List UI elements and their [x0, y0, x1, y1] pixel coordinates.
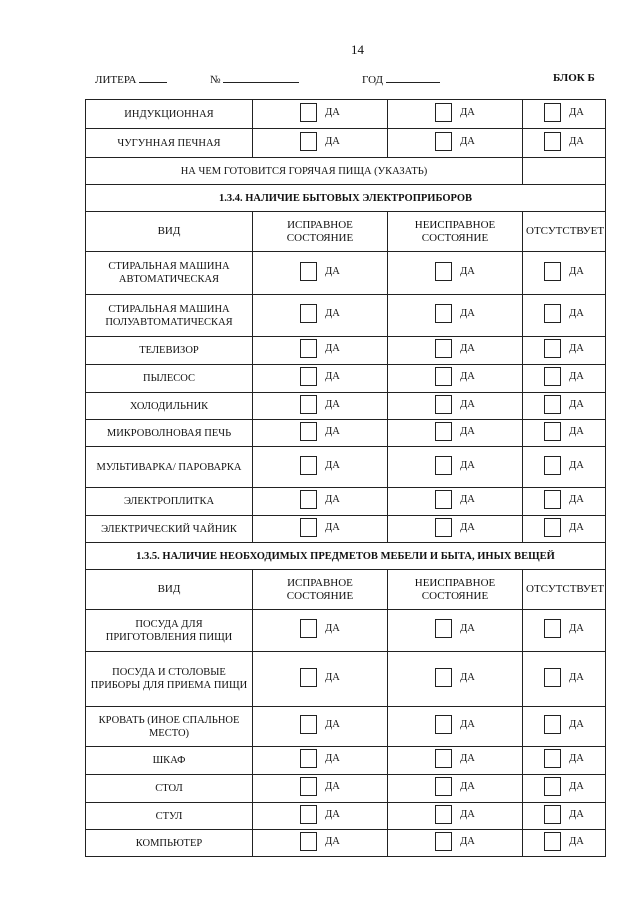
option-yes-label: ДА — [325, 781, 340, 792]
checkbox-icon[interactable] — [435, 103, 452, 122]
checkbox-icon[interactable] — [300, 749, 317, 768]
working-checkbox[interactable] — [300, 805, 340, 824]
working-checkbox[interactable] — [300, 832, 340, 851]
appliance-row — [86, 252, 606, 295]
block-label: БЛОК Б — [553, 72, 595, 84]
checkbox-icon[interactable] — [435, 395, 452, 414]
checkbox-icon[interactable] — [300, 715, 317, 734]
checkbox-icon[interactable] — [435, 490, 452, 509]
col-working-header: ИСПРАВНОЕ СОСТОЯНИЕ — [286, 218, 354, 244]
page-number: 14 — [351, 42, 364, 57]
appliance-row — [86, 295, 606, 337]
broken-checkbox[interactable] — [435, 518, 475, 537]
item-name: МИКРОВОЛНОВАЯ ПЕЧЬ — [106, 427, 232, 439]
checkbox-icon[interactable] — [435, 668, 452, 687]
absent-checkbox[interactable] — [544, 805, 584, 824]
option-yes-label: ДА — [325, 494, 340, 505]
col-absent-header: ОТСУТСТВУЕТ — [526, 225, 605, 237]
working-checkbox[interactable] — [300, 422, 340, 441]
checkbox-icon[interactable] — [544, 777, 561, 796]
item-name: ЧУГУННАЯ ПЕЧНАЯ — [117, 137, 221, 149]
broken-checkbox[interactable] — [435, 619, 475, 638]
checkbox-icon[interactable] — [300, 456, 317, 475]
section-1-title — [86, 185, 606, 212]
broken-checkbox[interactable] — [435, 777, 475, 796]
option-yes-label: ДА — [460, 265, 475, 277]
cooking-answer-cell[interactable] — [523, 158, 606, 185]
item-name: СТИРАЛЬНАЯ МАШИНА ПОЛУАВТОМАТИЧЕСКАЯ — [105, 303, 233, 328]
working-checkbox[interactable] — [300, 518, 340, 537]
option-yes-label: ДА — [569, 781, 584, 792]
broken-checkbox[interactable] — [435, 422, 475, 441]
checkbox-icon[interactable] — [435, 422, 452, 441]
absent-checkbox[interactable] — [544, 367, 584, 386]
option-yes-label: ДА — [460, 781, 475, 792]
absent-checkbox[interactable] — [544, 132, 584, 151]
col-working-header: ИСПРАВНОЕ СОСТОЯНИЕ — [286, 576, 354, 602]
absent-checkbox[interactable] — [544, 422, 584, 441]
furniture-row — [86, 610, 606, 652]
checkbox-icon[interactable] — [300, 339, 317, 358]
checkbox-icon[interactable] — [544, 715, 561, 734]
checkbox-icon[interactable] — [300, 490, 317, 509]
working-checkbox[interactable] — [300, 715, 340, 734]
item-name: ЭЛЕКТРИЧЕСКИЙ ЧАЙНИК — [101, 523, 237, 535]
number-field — [210, 72, 299, 86]
option-yes-label: ДА — [460, 623, 475, 634]
furniture-row — [86, 830, 606, 857]
checkbox-icon[interactable] — [435, 715, 452, 734]
broken-checkbox[interactable] — [435, 132, 475, 151]
item-name: ТЕЛЕВИЗОР — [139, 345, 199, 356]
working-checkbox[interactable] — [300, 395, 340, 414]
broken-checkbox[interactable] — [435, 304, 475, 323]
option-yes-label: ДА — [325, 371, 340, 382]
working-checkbox[interactable] — [300, 619, 340, 638]
checkbox-icon[interactable] — [544, 422, 561, 441]
litera-label: ЛИТЕРА — [95, 74, 137, 86]
checkbox-icon[interactable] — [544, 262, 561, 281]
option-yes-label: ДА — [460, 808, 475, 820]
absent-checkbox[interactable] — [544, 103, 584, 122]
item-name: МУЛЬТИВАРКА/ ПАРОВАРКА — [96, 461, 242, 473]
option-yes-label: ДА — [569, 494, 584, 505]
checkbox-icon[interactable] — [435, 805, 452, 824]
checkbox-icon[interactable] — [544, 805, 561, 824]
item-name: СТОЛ — [155, 783, 183, 794]
checkbox-icon[interactable] — [300, 805, 317, 824]
checkbox-icon[interactable] — [300, 777, 317, 796]
appliance-row — [86, 516, 606, 543]
inventory-table — [85, 99, 606, 857]
option-yes-label: ДА — [460, 719, 475, 730]
option-yes-label: ДА — [460, 425, 475, 437]
broken-checkbox[interactable] — [435, 456, 475, 475]
working-checkbox[interactable] — [300, 339, 340, 358]
checkbox-icon[interactable] — [544, 456, 561, 475]
broken-checkbox[interactable] — [435, 339, 475, 358]
checkbox-icon[interactable] — [300, 619, 317, 638]
option-yes-label: ДА — [325, 265, 340, 277]
column-header-row — [86, 570, 606, 610]
furniture-row — [86, 652, 606, 707]
option-yes-label: ДА — [569, 623, 584, 634]
item-name: ПОСУДА И СТОЛОВЫЕ ПРИБОРЫ ДЛЯ ПРИЕМА ПИЩИ — [90, 667, 248, 691]
option-yes-label: ДА — [569, 671, 584, 683]
checkbox-icon[interactable] — [300, 132, 317, 151]
working-checkbox[interactable] — [300, 367, 340, 386]
item-name: ИНДУКЦИОННАЯ — [124, 108, 214, 120]
checkbox-icon[interactable] — [544, 103, 561, 122]
option-yes-label: ДА — [325, 808, 340, 820]
option-yes-label: ДА — [460, 398, 475, 410]
appliance-row — [86, 365, 606, 393]
litera-field — [95, 72, 167, 86]
top-row — [86, 100, 606, 129]
item-name: КОМПЬЮТЕР — [135, 837, 203, 849]
year-field — [362, 72, 440, 86]
checkbox-icon[interactable] — [435, 749, 452, 768]
option-yes-label: ДА — [460, 521, 475, 533]
checkbox-icon[interactable] — [435, 619, 452, 638]
option-yes-label: ДА — [325, 671, 340, 683]
absent-checkbox[interactable] — [544, 518, 584, 537]
working-checkbox[interactable] — [300, 490, 340, 509]
checkbox-icon[interactable] — [544, 668, 561, 687]
checkbox-icon[interactable] — [435, 832, 452, 851]
number-label: № — [210, 74, 221, 86]
number-input[interactable] — [223, 72, 299, 83]
checkbox-icon[interactable] — [300, 367, 317, 386]
col-absent-header: ОТСУТСТВУЕТ — [526, 583, 605, 595]
working-checkbox[interactable] — [300, 749, 340, 768]
item-name: СТУЛ — [155, 810, 183, 822]
option-yes-label: ДА — [460, 835, 475, 847]
col-broken-header: НЕИСПРАВНОЕ СОСТОЯНИЕ — [414, 218, 496, 244]
checkbox-icon[interactable] — [544, 490, 561, 509]
col-broken-header: НЕИСПРАВНОЕ СОСТОЯНИЕ — [414, 576, 496, 602]
broken-checkbox[interactable] — [435, 715, 475, 734]
option-yes-label: ДА — [569, 371, 584, 382]
checkbox-icon[interactable] — [544, 832, 561, 851]
item-name: СТИРАЛЬНАЯ МАШИНА АВТОМАТИЧЕСКАЯ — [108, 261, 230, 285]
appliance-row — [86, 488, 606, 516]
broken-checkbox[interactable] — [435, 805, 475, 824]
broken-checkbox[interactable] — [435, 749, 475, 768]
cooking-question: НА ЧЕМ ГОТОВИТСЯ ГОРЯЧАЯ ПИЩА (УКАЗАТЬ) — [180, 165, 428, 177]
option-yes-label: ДА — [569, 398, 584, 410]
item-name: ХОЛОДИЛЬНИК — [129, 400, 209, 412]
option-yes-label: ДА — [460, 106, 475, 118]
broken-checkbox[interactable] — [435, 832, 475, 851]
option-yes-label: ДА — [460, 371, 475, 382]
option-yes-label: ДА — [569, 308, 584, 319]
item-name: ШКАФ — [152, 755, 186, 766]
furniture-row — [86, 775, 606, 803]
option-yes-label: ДА — [325, 343, 340, 354]
broken-checkbox[interactable] — [435, 490, 475, 509]
item-name: КРОВАТЬ (ИНОЕ СПАЛЬНОЕ МЕСТО) — [98, 714, 240, 739]
option-yes-label: ДА — [325, 459, 340, 471]
item-name: ПОСУДА ДЛЯ ПРИГОТОВЛЕНИЯ ПИЩИ — [105, 618, 233, 643]
option-yes-label: ДА — [460, 753, 475, 764]
checkbox-icon[interactable] — [544, 339, 561, 358]
option-yes-label: ДА — [325, 425, 340, 437]
broken-checkbox[interactable] — [435, 395, 475, 414]
option-yes-label: ДА — [569, 425, 584, 437]
working-checkbox[interactable] — [300, 777, 340, 796]
checkbox-icon[interactable] — [544, 619, 561, 638]
checkbox-icon[interactable] — [544, 749, 561, 768]
item-name: ЭЛЕКТРОПЛИТКА — [123, 496, 215, 507]
option-yes-label: ДА — [460, 459, 475, 471]
furniture-row — [86, 747, 606, 775]
checkbox-icon[interactable] — [435, 262, 452, 281]
option-yes-label: ДА — [325, 623, 340, 634]
col-type-header: ВИД — [157, 225, 181, 237]
option-yes-label: ДА — [569, 719, 584, 730]
option-yes-label: ДА — [569, 521, 584, 533]
col-type-header: ВИД — [157, 583, 181, 595]
option-yes-label: ДА — [325, 398, 340, 410]
absent-checkbox[interactable] — [544, 304, 584, 323]
appliance-row — [86, 420, 606, 447]
absent-checkbox[interactable] — [544, 262, 584, 281]
section-2-title — [86, 543, 606, 570]
option-yes-label: ДА — [325, 521, 340, 533]
option-yes-label: ДА — [569, 808, 584, 820]
absent-checkbox[interactable] — [544, 619, 584, 638]
option-yes-label: ДА — [569, 265, 584, 277]
absent-checkbox[interactable] — [544, 339, 584, 358]
option-yes-label: ДА — [325, 308, 340, 319]
option-yes-label: ДА — [460, 308, 475, 319]
option-yes-label: ДА — [569, 135, 584, 147]
furniture-row — [86, 707, 606, 747]
option-yes-label: ДА — [569, 459, 584, 471]
top-row — [86, 129, 606, 158]
checkbox-icon[interactable] — [435, 518, 452, 537]
appliance-row — [86, 447, 606, 488]
working-checkbox[interactable] — [300, 668, 340, 687]
checkbox-icon[interactable] — [544, 518, 561, 537]
checkbox-icon[interactable] — [300, 668, 317, 687]
checkbox-icon[interactable] — [544, 395, 561, 414]
option-yes-label: ДА — [325, 106, 340, 118]
absent-checkbox[interactable] — [544, 668, 584, 687]
section-title: 1.3.4. НАЛИЧИЕ БЫТОВЫХ ЭЛЕКТРОПРИБОРОВ — [218, 192, 473, 204]
checkbox-icon[interactable] — [435, 456, 452, 475]
checkbox-icon[interactable] — [300, 103, 317, 122]
checkbox-icon[interactable] — [435, 367, 452, 386]
absent-checkbox[interactable] — [544, 832, 584, 851]
checkbox-icon[interactable] — [300, 395, 317, 414]
checkbox-icon[interactable] — [435, 777, 452, 796]
absent-checkbox[interactable] — [544, 456, 584, 475]
column-header-row — [86, 212, 606, 252]
option-yes-label: ДА — [460, 135, 475, 147]
option-yes-label: ДА — [569, 753, 584, 764]
absent-checkbox[interactable] — [544, 777, 584, 796]
working-checkbox[interactable] — [300, 103, 340, 122]
working-checkbox[interactable] — [300, 132, 340, 151]
broken-checkbox[interactable] — [435, 262, 475, 281]
absent-checkbox[interactable] — [544, 749, 584, 768]
checkbox-icon[interactable] — [300, 262, 317, 281]
furniture-row — [86, 803, 606, 830]
checkbox-icon[interactable] — [300, 518, 317, 537]
option-yes-label: ДА — [569, 343, 584, 354]
checkbox-icon[interactable] — [435, 339, 452, 358]
checkbox-icon[interactable] — [544, 132, 561, 151]
absent-checkbox[interactable] — [544, 715, 584, 734]
checkbox-icon[interactable] — [435, 132, 452, 151]
checkbox-icon[interactable] — [544, 304, 561, 323]
appliance-row — [86, 393, 606, 420]
checkbox-icon[interactable] — [300, 304, 317, 323]
option-yes-label: ДА — [325, 135, 340, 147]
broken-checkbox[interactable] — [435, 367, 475, 386]
absent-checkbox[interactable] — [544, 490, 584, 509]
option-yes-label: ДА — [569, 106, 584, 118]
checkbox-icon[interactable] — [300, 422, 317, 441]
checkbox-icon[interactable] — [435, 304, 452, 323]
option-yes-label: ДА — [325, 753, 340, 764]
appliance-row — [86, 337, 606, 365]
broken-checkbox[interactable] — [435, 103, 475, 122]
cooking-question-row — [86, 158, 606, 185]
checkbox-icon[interactable] — [544, 367, 561, 386]
section-title: 1.3.5. НАЛИЧИЕ НЕОБХОДИМЫХ ПРЕДМЕТОВ МЕБЕЛИ И БЫТА, ИНЫХ ВЕЩЕЙ — [136, 550, 555, 562]
broken-checkbox[interactable] — [435, 668, 475, 687]
option-yes-label: ДА — [325, 835, 340, 847]
checkbox-icon[interactable] — [300, 832, 317, 851]
working-checkbox[interactable] — [300, 456, 340, 475]
item-name: ПЫЛЕСОС — [143, 373, 195, 384]
option-yes-label: ДА — [460, 343, 475, 354]
litera-input[interactable] — [139, 72, 167, 83]
working-checkbox[interactable] — [300, 304, 340, 323]
option-yes-label: ДА — [325, 719, 340, 730]
year-label: ГОД — [362, 74, 383, 86]
working-checkbox[interactable] — [300, 262, 340, 281]
option-yes-label: ДА — [569, 835, 584, 847]
option-yes-label: ДА — [460, 494, 475, 505]
option-yes-label: ДА — [460, 671, 475, 683]
absent-checkbox[interactable] — [544, 395, 584, 414]
year-input[interactable] — [386, 72, 440, 83]
